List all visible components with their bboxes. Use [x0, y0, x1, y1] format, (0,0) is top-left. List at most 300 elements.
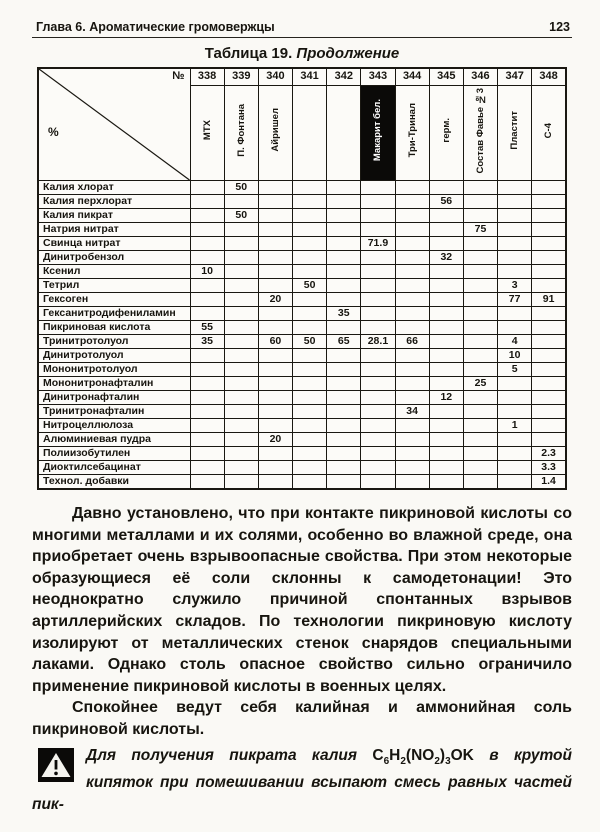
value-cell [361, 321, 395, 335]
table-row [38, 181, 566, 195]
value-cell [190, 195, 224, 209]
value-cell: 25 [463, 377, 497, 391]
value-cell: 1.4 [532, 475, 566, 490]
note-segment: 6 [383, 755, 390, 767]
diagonal-line [39, 69, 190, 180]
value-cell [361, 181, 395, 195]
value-cell: 3 [498, 279, 532, 293]
value-cell: 10 [498, 349, 532, 363]
table-row [38, 293, 566, 307]
value-cell [293, 475, 327, 490]
value-cell [463, 265, 497, 279]
value-cell [429, 237, 463, 251]
column-numbers-row [38, 68, 566, 85]
component-name: Калия хлорат [38, 181, 190, 195]
value-cell: 28.1 [361, 335, 395, 349]
value-cell [190, 391, 224, 405]
value-cell [327, 475, 361, 490]
column-number: 343 [361, 68, 395, 85]
value-cell [361, 349, 395, 363]
column-label [463, 85, 497, 181]
table-row [38, 419, 566, 433]
column-number: 340 [258, 68, 292, 85]
value-cell [429, 209, 463, 223]
value-cell [224, 363, 258, 377]
note-segment: OK [450, 746, 474, 764]
value-cell [532, 209, 566, 223]
value-cell [361, 433, 395, 447]
value-cell [361, 223, 395, 237]
value-cell [327, 181, 361, 195]
value-cell [361, 293, 395, 307]
value-cell [327, 377, 361, 391]
value-cell [429, 223, 463, 237]
value-cell [224, 419, 258, 433]
table-title-label: Таблица 19. [204, 45, 293, 62]
column-number: 344 [395, 68, 429, 85]
table-body [38, 181, 566, 490]
value-cell: 91 [532, 293, 566, 307]
value-cell [190, 279, 224, 293]
value-cell [395, 391, 429, 405]
note-segment: ) [439, 746, 446, 764]
value-cell [327, 447, 361, 461]
value-cell [293, 447, 327, 461]
component-name: Диоктилсебацинат [38, 461, 190, 475]
value-cell [395, 195, 429, 209]
value-cell [498, 461, 532, 475]
value-cell [190, 405, 224, 419]
recipe-note [32, 745, 572, 816]
value-cell: 65 [327, 335, 361, 349]
value-cell [190, 209, 224, 223]
value-cell [498, 251, 532, 265]
value-cell [463, 433, 497, 447]
component-name: Мононитротолуол [38, 363, 190, 377]
value-cell [361, 475, 395, 490]
value-cell [327, 461, 361, 475]
value-cell [224, 195, 258, 209]
value-cell [258, 363, 292, 377]
column-number: 342 [327, 68, 361, 85]
value-cell [532, 265, 566, 279]
value-cell [429, 447, 463, 461]
value-cell [395, 279, 429, 293]
value-cell: 3.3 [532, 461, 566, 475]
value-cell [532, 181, 566, 195]
value-cell [395, 475, 429, 490]
value-cell [293, 223, 327, 237]
value-cell [532, 279, 566, 293]
value-cell [532, 349, 566, 363]
column-number: 347 [498, 68, 532, 85]
component-name: Тринитротолуол [38, 335, 190, 349]
value-cell [293, 181, 327, 195]
note-segment: пикрата калия [229, 746, 358, 764]
note-text [32, 747, 572, 813]
value-cell: 1 [498, 419, 532, 433]
column-number: 346 [463, 68, 497, 85]
value-cell [532, 391, 566, 405]
table-row [38, 195, 566, 209]
value-cell [395, 461, 429, 475]
value-cell [327, 293, 361, 307]
value-cell: 5 [498, 363, 532, 377]
value-cell [498, 405, 532, 419]
value-cell: 56 [429, 195, 463, 209]
body-text [32, 503, 572, 741]
value-cell [395, 223, 429, 237]
table-row [38, 377, 566, 391]
value-cell [532, 405, 566, 419]
corner-no-label: № [172, 70, 185, 82]
page-header [32, 20, 572, 38]
value-cell [498, 377, 532, 391]
value-cell [395, 251, 429, 265]
note-segment: 3 [445, 755, 451, 767]
value-cell [463, 349, 497, 363]
value-cell [293, 391, 327, 405]
value-cell [463, 447, 497, 461]
table-row [38, 335, 566, 349]
note-segment: H [389, 746, 401, 764]
value-cell [361, 405, 395, 419]
paragraph-salts: Спокойнее ведут себя калийная и аммонийная соль пикриновой кислоты. [32, 699, 572, 738]
value-cell [395, 447, 429, 461]
value-cell [532, 307, 566, 321]
value-cell [190, 307, 224, 321]
table-row [38, 349, 566, 363]
value-cell [258, 279, 292, 293]
value-cell [532, 251, 566, 265]
value-cell: 50 [224, 209, 258, 223]
value-cell [532, 195, 566, 209]
value-cell [293, 209, 327, 223]
value-cell: 35 [327, 307, 361, 321]
value-cell [361, 209, 395, 223]
value-cell: 77 [498, 293, 532, 307]
value-cell [327, 433, 361, 447]
paragraph-picric-acid: Давно установлено, что при контакте пикриновой кислоты со многими металлами и их солями, особенно во влажной среде, она приобретает очень взрывоопасные свойства. При этом некоторые образующиеся её соли склонны к самодетонации! Это неоднократно служило причиной спонтанных взрывов артиллерийских складов. По технологии пикриновую кислоту изолируют от металлических стенок снарядов специальными лаками. Однако столь опасное свойство сильно ограничило применение пикриновой кислоты в военных целях. [32, 505, 572, 695]
value-cell: 35 [190, 335, 224, 349]
value-cell [498, 391, 532, 405]
value-cell [498, 223, 532, 237]
value-cell [327, 237, 361, 251]
value-cell [463, 181, 497, 195]
value-cell [258, 461, 292, 475]
table-title-continuation: Продолжение [292, 45, 400, 62]
value-cell [327, 363, 361, 377]
note-segment: 2 [400, 755, 406, 767]
value-cell [224, 307, 258, 321]
value-cell [361, 265, 395, 279]
table-row [38, 363, 566, 377]
value-cell [361, 363, 395, 377]
value-cell [224, 265, 258, 279]
column-number: 341 [293, 68, 327, 85]
value-cell [327, 419, 361, 433]
value-cell [463, 321, 497, 335]
value-cell [224, 321, 258, 335]
table-row [38, 209, 566, 223]
component-name: Полиизобутилен [38, 447, 190, 461]
component-name: Динитробензол [38, 251, 190, 265]
column-label-text: Айришел [269, 108, 281, 153]
value-cell [190, 237, 224, 251]
table-title [32, 45, 572, 62]
warning-triangle-icon [38, 748, 74, 782]
table-row [38, 251, 566, 265]
value-cell [258, 447, 292, 461]
value-cell [532, 377, 566, 391]
value-cell [498, 237, 532, 251]
column-number: 348 [532, 68, 566, 85]
value-cell [429, 433, 463, 447]
column-label-text: Три-Тринал [406, 103, 418, 158]
value-cell: 50 [293, 335, 327, 349]
value-cell [463, 475, 497, 490]
value-cell [327, 209, 361, 223]
value-cell [327, 251, 361, 265]
value-cell: 66 [395, 335, 429, 349]
value-cell [258, 321, 292, 335]
value-cell [258, 405, 292, 419]
value-cell [293, 461, 327, 475]
value-cell [498, 307, 532, 321]
table-row [38, 279, 566, 293]
value-cell [463, 237, 497, 251]
note-segment: 2 [434, 755, 440, 767]
value-cell [498, 181, 532, 195]
value-cell [429, 293, 463, 307]
value-cell: 50 [293, 279, 327, 293]
value-cell [258, 307, 292, 321]
value-cell [190, 461, 224, 475]
table-row [38, 391, 566, 405]
composition-table [37, 67, 567, 490]
value-cell [361, 195, 395, 209]
value-cell [361, 377, 395, 391]
value-cell [190, 475, 224, 490]
value-cell [224, 377, 258, 391]
value-cell [429, 475, 463, 490]
value-cell [395, 265, 429, 279]
value-cell [293, 419, 327, 433]
value-cell: 50 [224, 181, 258, 195]
value-cell [258, 475, 292, 490]
value-cell [258, 223, 292, 237]
value-cell [327, 223, 361, 237]
component-name: Калия перхлорат [38, 195, 190, 209]
column-label [498, 85, 532, 181]
value-cell: 4 [498, 335, 532, 349]
note-segment [357, 747, 372, 764]
value-cell [532, 335, 566, 349]
value-cell [429, 349, 463, 363]
column-label [293, 85, 327, 181]
note-segment: C [372, 746, 384, 764]
value-cell [463, 335, 497, 349]
value-cell [190, 419, 224, 433]
value-cell [258, 349, 292, 363]
value-cell [498, 475, 532, 490]
value-cell [258, 391, 292, 405]
value-cell [498, 447, 532, 461]
value-cell [361, 461, 395, 475]
value-cell [463, 461, 497, 475]
value-cell: 20 [258, 433, 292, 447]
value-cell [327, 195, 361, 209]
value-cell [498, 321, 532, 335]
value-cell: 34 [395, 405, 429, 419]
column-label [258, 85, 292, 181]
value-cell [395, 293, 429, 307]
value-cell: 12 [429, 391, 463, 405]
component-name: Динитронафталин [38, 391, 190, 405]
table-row [38, 321, 566, 335]
column-label-text: Пластит [509, 110, 521, 150]
table-row [38, 461, 566, 475]
column-number: 338 [190, 68, 224, 85]
column-label-text: МТХ [201, 120, 213, 141]
value-cell [463, 209, 497, 223]
value-cell [532, 223, 566, 237]
corner-cell [38, 68, 190, 181]
value-cell [327, 349, 361, 363]
table-row [38, 475, 566, 490]
value-cell [463, 363, 497, 377]
value-cell [395, 181, 429, 195]
column-label-text: Макарит бел. [372, 99, 384, 162]
value-cell: 10 [190, 265, 224, 279]
value-cell [429, 335, 463, 349]
component-name: Калия пикрат [38, 209, 190, 223]
column-label [190, 85, 224, 181]
value-cell [361, 307, 395, 321]
value-cell [532, 419, 566, 433]
component-name: Гексоген [38, 293, 190, 307]
column-label-text: С-4 [543, 122, 555, 138]
column-label [224, 85, 258, 181]
value-cell [395, 419, 429, 433]
value-cell [361, 447, 395, 461]
value-cell [395, 321, 429, 335]
column-label [395, 85, 429, 181]
value-cell [532, 321, 566, 335]
value-cell [429, 181, 463, 195]
value-cell [463, 307, 497, 321]
value-cell [224, 223, 258, 237]
value-cell [395, 377, 429, 391]
column-label-text: Состав Фавье №3 [474, 87, 486, 174]
value-cell: 2.3 [532, 447, 566, 461]
value-cell [190, 181, 224, 195]
value-cell [224, 433, 258, 447]
corner-percent-label: % [48, 124, 59, 139]
table-row [38, 265, 566, 279]
value-cell [224, 405, 258, 419]
value-cell [327, 279, 361, 293]
value-cell [293, 195, 327, 209]
value-cell [532, 237, 566, 251]
value-cell [224, 279, 258, 293]
value-cell: 32 [429, 251, 463, 265]
value-cell [293, 363, 327, 377]
value-cell [258, 419, 292, 433]
value-cell [224, 237, 258, 251]
value-cell [395, 307, 429, 321]
component-name: Ксенил [38, 265, 190, 279]
value-cell [395, 349, 429, 363]
column-label-text: П. Фонтана [235, 103, 247, 157]
column-label [361, 85, 395, 181]
value-cell [293, 321, 327, 335]
component-name: Пикриновая кислота [38, 321, 190, 335]
table-row [38, 237, 566, 251]
value-cell [361, 279, 395, 293]
component-name: Динитротолуол [38, 349, 190, 363]
value-cell [463, 195, 497, 209]
value-cell [463, 405, 497, 419]
value-cell [498, 265, 532, 279]
value-cell [463, 419, 497, 433]
value-cell [463, 279, 497, 293]
value-cell [293, 405, 327, 419]
value-cell [258, 195, 292, 209]
value-cell [429, 377, 463, 391]
value-cell [258, 181, 292, 195]
value-cell [361, 391, 395, 405]
value-cell [190, 223, 224, 237]
component-name: Технол. добавки [38, 475, 190, 490]
column-label [532, 85, 566, 181]
value-cell [258, 377, 292, 391]
value-cell [327, 405, 361, 419]
value-cell [224, 391, 258, 405]
component-name: Тринитронафталин [38, 405, 190, 419]
column-label [429, 85, 463, 181]
value-cell [293, 237, 327, 251]
value-cell: 75 [463, 223, 497, 237]
value-cell [395, 433, 429, 447]
value-cell [532, 363, 566, 377]
component-name: Алюминиевая пудра [38, 433, 190, 447]
table-row [38, 223, 566, 237]
value-cell [293, 377, 327, 391]
value-cell [395, 363, 429, 377]
component-name: Натрия нитрат [38, 223, 190, 237]
value-cell [190, 447, 224, 461]
value-cell [429, 265, 463, 279]
table-row [38, 447, 566, 461]
value-cell: 20 [258, 293, 292, 307]
value-cell [258, 251, 292, 265]
note-segment: в крутой кипяток при помешивании всыпают смесь равных частей пик- [32, 746, 572, 813]
value-cell [498, 195, 532, 209]
value-cell [224, 335, 258, 349]
value-cell [224, 461, 258, 475]
value-cell [293, 349, 327, 363]
value-cell [190, 251, 224, 265]
value-cell [293, 251, 327, 265]
value-cell [190, 363, 224, 377]
value-cell [190, 433, 224, 447]
value-cell: 60 [258, 335, 292, 349]
value-cell [327, 391, 361, 405]
value-cell [361, 419, 395, 433]
component-name: Нитроцеллюлоза [38, 419, 190, 433]
value-cell [258, 237, 292, 251]
